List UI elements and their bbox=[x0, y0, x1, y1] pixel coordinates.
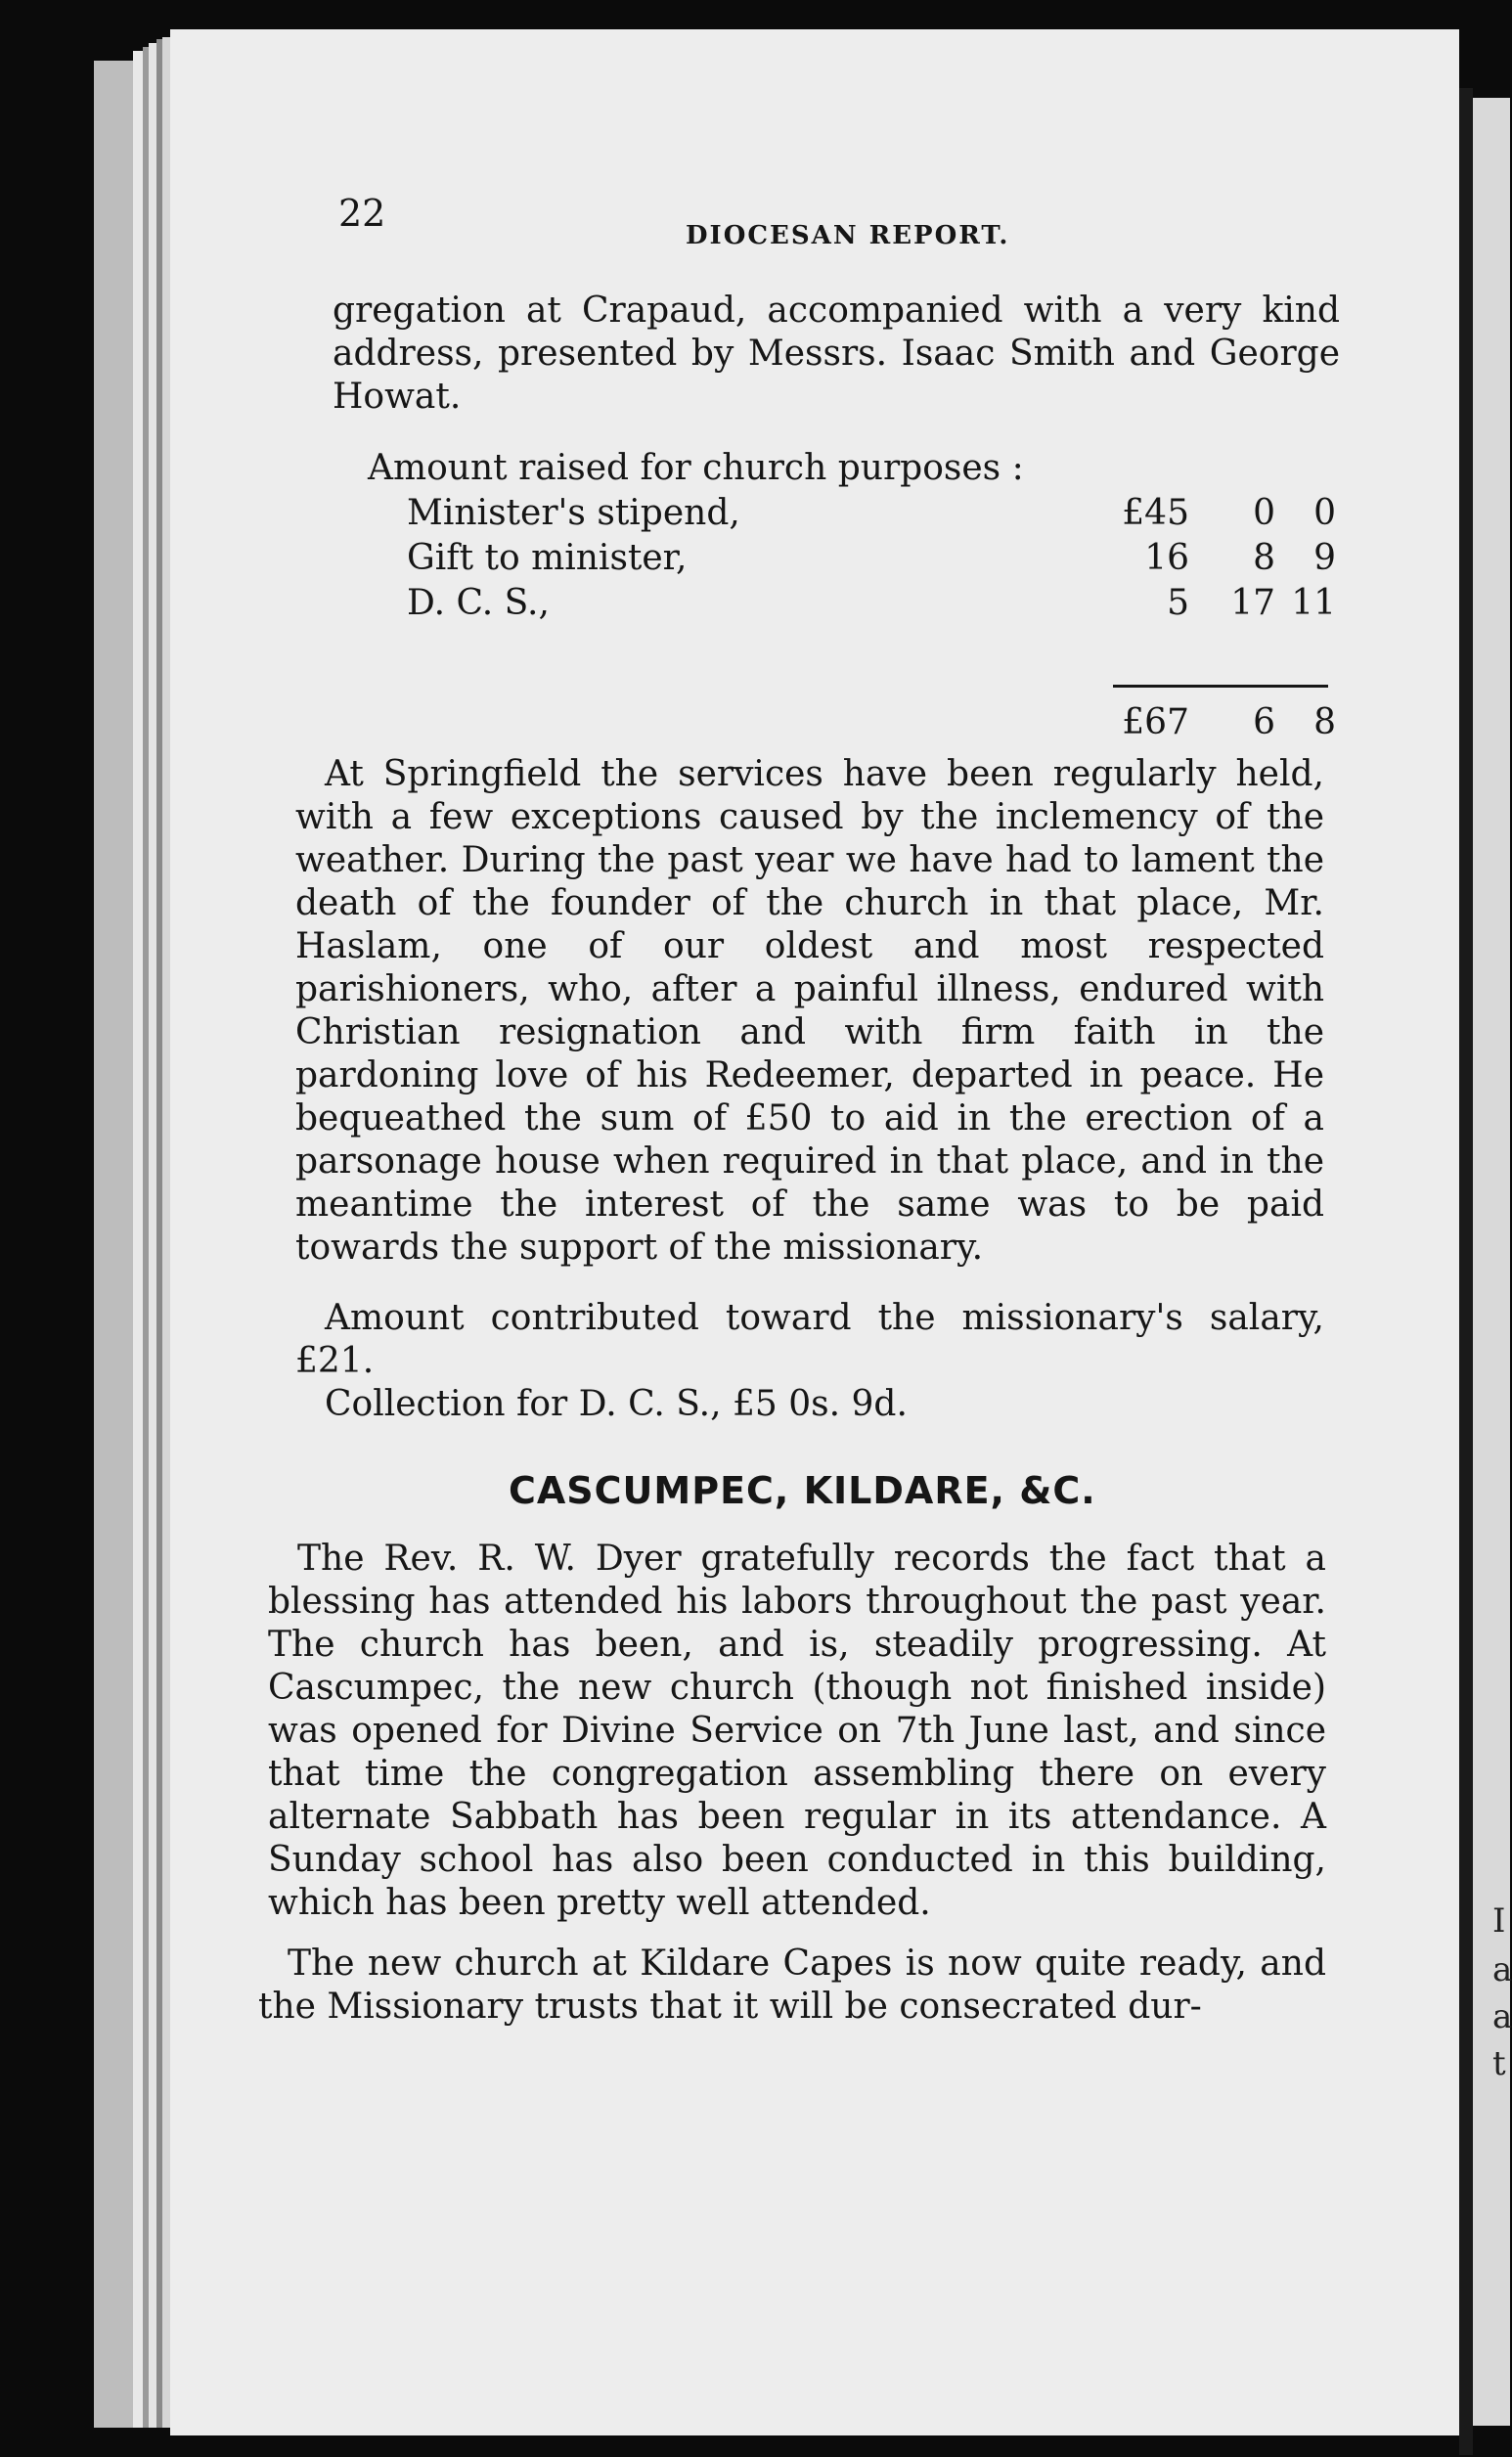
book-edge bbox=[133, 51, 143, 2428]
amount-name: Minister's stipend, bbox=[407, 493, 740, 533]
facing-page-fragment: a bbox=[1492, 1997, 1512, 2036]
paragraph-text: At Springfield the services have been regularly held, with a few exceptions caused by the inclemency of the weather. During the past year we have had to lament the death of the founder of the church in that place, Mr. Haslam, one of our oldest and most respected parishioners, who, after a painful illness, endured with Christian resignation and with firm faith in the pardoning love of his Redeemer, departed in peace. He bequeathed the sum of £50 to aid in the erection of a parsonage house when required in that place, and in the meantime the interest of the same was to be paid towards the support of the missionary. bbox=[295, 754, 1324, 1268]
paragraph-text: Collection for D. C. S., £5 0s. 9d. bbox=[325, 1384, 908, 1424]
paragraph-text: Amount contributed toward the missionary's salary, £21. bbox=[295, 1298, 1324, 1381]
amounts-table bbox=[368, 446, 1336, 742]
page-number: 22 bbox=[338, 192, 386, 235]
running-head: DIOCESAN REPORT. bbox=[686, 221, 1010, 250]
amount-row bbox=[368, 536, 1336, 581]
paragraph-text: gregation at Crapaud, accompanied with a very kind address, presented by Messrs. Isaac Smith and George Howat. bbox=[333, 290, 1340, 417]
total-pounds: £67 bbox=[1122, 702, 1189, 742]
facing-page-fragment: I bbox=[1492, 1901, 1506, 1941]
amount-total-row bbox=[368, 700, 1336, 745]
page-gutter bbox=[1459, 88, 1473, 2455]
book-edge bbox=[162, 37, 170, 2428]
amount-pence: 0 bbox=[1313, 493, 1336, 533]
book-edge bbox=[149, 43, 156, 2428]
page-header bbox=[338, 192, 1356, 250]
paragraph-text: The Rev. R. W. Dyer gratefully records the fact that a blessing has attended his labors throughout the past year. The church has been, and is, steadily progressing. At Cascumpec, the new church (though not finished inside) was opened for Divine Service on 7th June last, and since that time the congregation assembling there on every alternate Sabbath has been regular in its attendance. A Sunday school has also been conducted in this building, which has been pretty well attended. bbox=[268, 1539, 1326, 1923]
facing-page-fragment: a bbox=[1492, 1950, 1512, 1989]
amount-row bbox=[368, 491, 1336, 536]
amount-name: D. C. S., bbox=[407, 583, 550, 623]
amount-name: Gift to minister, bbox=[407, 538, 688, 578]
amount-shillings: 0 bbox=[1253, 493, 1275, 533]
amount-shillings: 8 bbox=[1253, 538, 1275, 578]
amounts-label: Amount raised for church purposes : bbox=[368, 448, 1024, 488]
total-pence: 8 bbox=[1313, 702, 1336, 742]
section-heading: CASCUMPEC, KILDARE, &C. bbox=[509, 1469, 1096, 1512]
paragraph-text: The new church at Kildare Capes is now quite ready, and the Missionary trusts that it will be consecrated dur- bbox=[258, 1943, 1326, 2027]
paragraph-crapaud bbox=[333, 290, 1340, 419]
total-rule bbox=[1113, 685, 1328, 688]
paragraph-contributions bbox=[295, 1297, 1324, 1426]
amount-pence: 11 bbox=[1291, 583, 1336, 623]
amount-shillings: 17 bbox=[1230, 583, 1275, 623]
amount-row bbox=[368, 581, 1336, 626]
paragraph-dyer bbox=[268, 1538, 1326, 1925]
amount-pence: 9 bbox=[1313, 538, 1336, 578]
total-shillings: 6 bbox=[1253, 702, 1275, 742]
amount-pounds: 5 bbox=[1167, 583, 1189, 623]
amount-pounds: £45 bbox=[1122, 493, 1189, 533]
paragraph-springfield bbox=[295, 753, 1324, 1270]
facing-page-fragment: t bbox=[1492, 2044, 1506, 2083]
book-edge bbox=[94, 61, 133, 2428]
amount-pounds: 16 bbox=[1144, 538, 1189, 578]
paragraph-kildare bbox=[258, 1943, 1326, 2029]
